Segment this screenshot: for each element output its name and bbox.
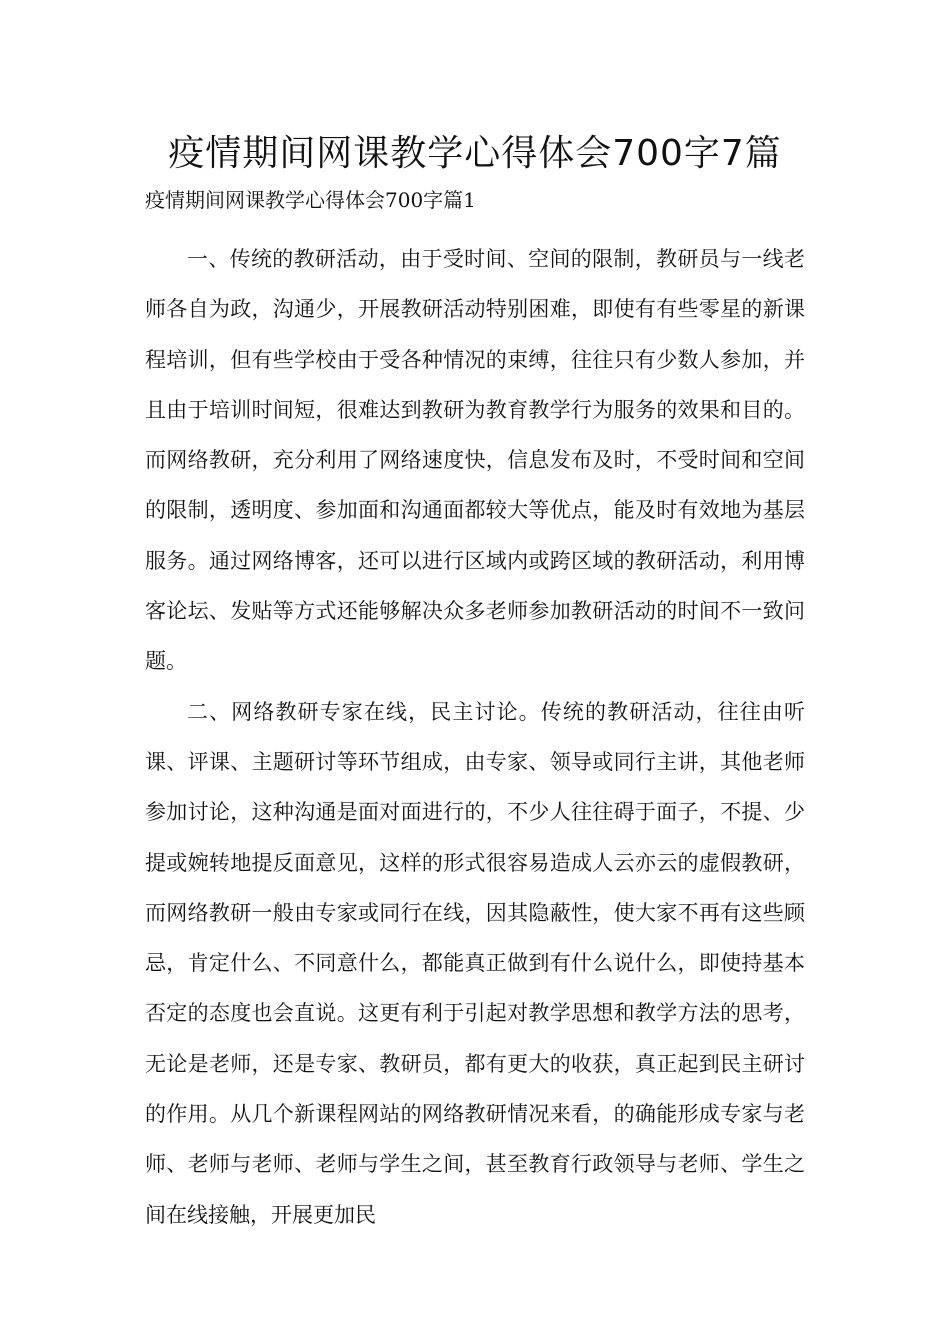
document-title: 疫情期间网课教学心得体会700字7篇 [168, 133, 782, 174]
paragraph-2: 二、网络教研专家在线，民主讨论。传统的教研活动，往往由听课、评课、主题研讨等环节组成，由专家、领导或同行主讲，其他老师参加讨论，这种沟通是面对面进行的，不少人往往碍于面子，不提、少提或婉转地提反面意见，这样的形式很容易造成人云亦云的虚假教研，而网络教研一般由专家或同行在线，因其隐蔽性，使大家不再有这些顾忌，肯定什么、不同意什么，都能真正做到有什么说什么，即使持基本否定的态度也会直说。这更有利于引起对教学思想和教学方法的思考，无论是老师，还是专家、教研员，都有更大的收获，真正起到民主研讨的作用。从几个新课程网站的网络教研情况来看，的确能形成专家与老师、老师与老师、老师与学生之间，甚至教育行政领导与老师、学生之间在线接触，开展更加民 [145, 699, 805, 1227]
paragraph-1: 一、传统的教研活动，由于受时间、空间的限制，教研员与一线老师各自为政，沟通少，开展教研活动特别困难，即使有有些零星的新课程培训，但有些学校由于受各种情况的束缚，往往只有少数人参加，并且由于培训时间短，很难达到教研为教育教学行为服务的效果和目的。而网络教研，充分利用了网络速度快，信息发布及时，不受时间和空间的限制，透明度、参加面和沟通面都较大等优点，能及时有效地为基层服务。通过网络博客，还可以进行区域内或跨区域的教研活动，利用博客论坛、发贴等方式还能够解决众多老师参加教研活动的时间不一致问题。 [145, 247, 805, 674]
section-heading: 疫情期间网课教学心得体会700字篇1 [145, 188, 476, 212]
document-body [145, 234, 805, 1240]
